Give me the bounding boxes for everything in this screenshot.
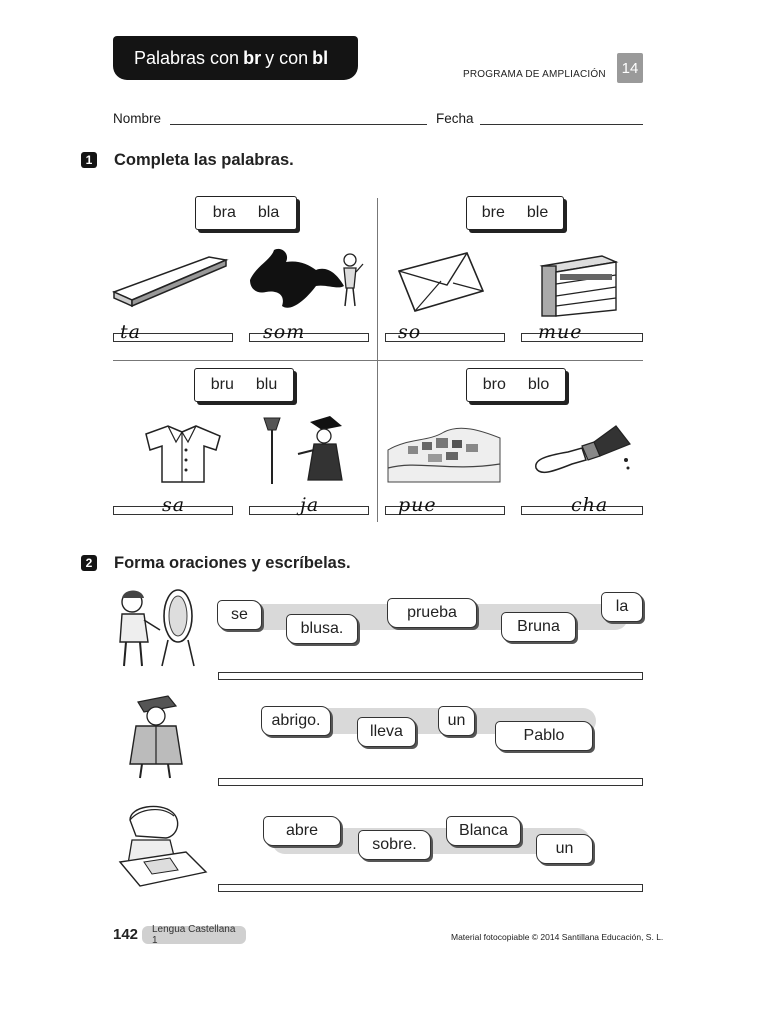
syllable: bro	[482, 376, 506, 393]
word-tile[interactable]: abrigo.	[261, 706, 331, 736]
word-tile[interactable]: se	[217, 600, 262, 630]
page-number: 142	[113, 926, 139, 943]
jacket-illustration	[140, 424, 224, 486]
syllable: blu	[255, 376, 278, 393]
girl-desk-illustration	[116, 802, 208, 890]
word-tile[interactable]: abre	[263, 816, 341, 846]
title-br: br	[243, 47, 262, 68]
word-tile[interactable]: Bruna	[501, 612, 576, 642]
syllable: bla	[257, 204, 280, 221]
brush-illustration	[532, 420, 632, 478]
section-2-number: 2	[81, 555, 97, 571]
syllable: bre	[481, 204, 505, 221]
word-fragment: som	[263, 321, 306, 343]
section-2-title: Forma oraciones y escríbelas.	[114, 554, 351, 572]
section-1-number: 1	[81, 152, 97, 168]
word-fragment: pue	[398, 494, 437, 516]
title-prefix: Palabras con	[134, 47, 240, 68]
word-fragment: cha	[571, 494, 609, 516]
date-label: Fecha	[436, 111, 474, 126]
word-fragment: ja	[300, 494, 320, 516]
title-mid: y con	[265, 47, 309, 68]
title-bl: bl	[312, 47, 329, 68]
book-title-tag: Lengua Castellana 1	[142, 926, 246, 944]
word-tile[interactable]: sobre.	[358, 830, 431, 860]
name-label: Nombre	[113, 111, 162, 126]
copyright-notice: Material fotocopiable © 2014 Santillana Educación, S. L.	[451, 932, 664, 942]
word-tile[interactable]: Blanca	[446, 816, 521, 846]
answer-line[interactable]	[218, 884, 643, 892]
word-tile[interactable]: un	[536, 834, 593, 864]
word-tile[interactable]: blusa.	[286, 614, 358, 644]
name-field[interactable]	[170, 124, 427, 125]
grid-horizontal-divider	[113, 360, 643, 361]
page-title	[113, 36, 358, 80]
village-illustration	[388, 420, 500, 482]
syllable: ble	[526, 204, 549, 221]
syllable: bru	[210, 376, 234, 393]
syllable-card	[195, 196, 297, 230]
date-field[interactable]	[480, 124, 643, 125]
section-1-title: Completa las palabras.	[114, 151, 294, 169]
word-tile[interactable]: la	[601, 592, 643, 622]
word-tile[interactable]: un	[438, 706, 475, 736]
answer-line[interactable]	[218, 778, 643, 786]
syllable-card	[466, 196, 564, 230]
envelope-illustration	[397, 251, 489, 313]
word-tile[interactable]: prueba	[387, 598, 477, 628]
unit-number-badge: 14	[617, 53, 643, 83]
word-fragment: so	[398, 321, 422, 343]
word-tile[interactable]: Pablo	[495, 721, 593, 751]
answer-line[interactable]	[218, 672, 643, 680]
shadow-illustration	[246, 246, 364, 312]
dresser-illustration	[540, 254, 620, 320]
program-label: PROGRAMA DE AMPLIACIÓN	[463, 69, 606, 80]
syllable-card	[466, 368, 566, 402]
word-fragment: mue	[538, 321, 583, 343]
syllable-card	[194, 368, 294, 402]
boy-coat-illustration	[124, 694, 188, 780]
word-fragment: ta	[120, 321, 141, 343]
syllable: bra	[212, 204, 236, 221]
word-tile[interactable]: lleva	[357, 717, 416, 747]
plank-illustration	[114, 252, 229, 307]
witch-illustration	[258, 414, 350, 486]
syllable: blo	[527, 376, 550, 393]
word-fragment: sa	[162, 494, 186, 516]
girl-mirror-illustration	[110, 586, 202, 670]
